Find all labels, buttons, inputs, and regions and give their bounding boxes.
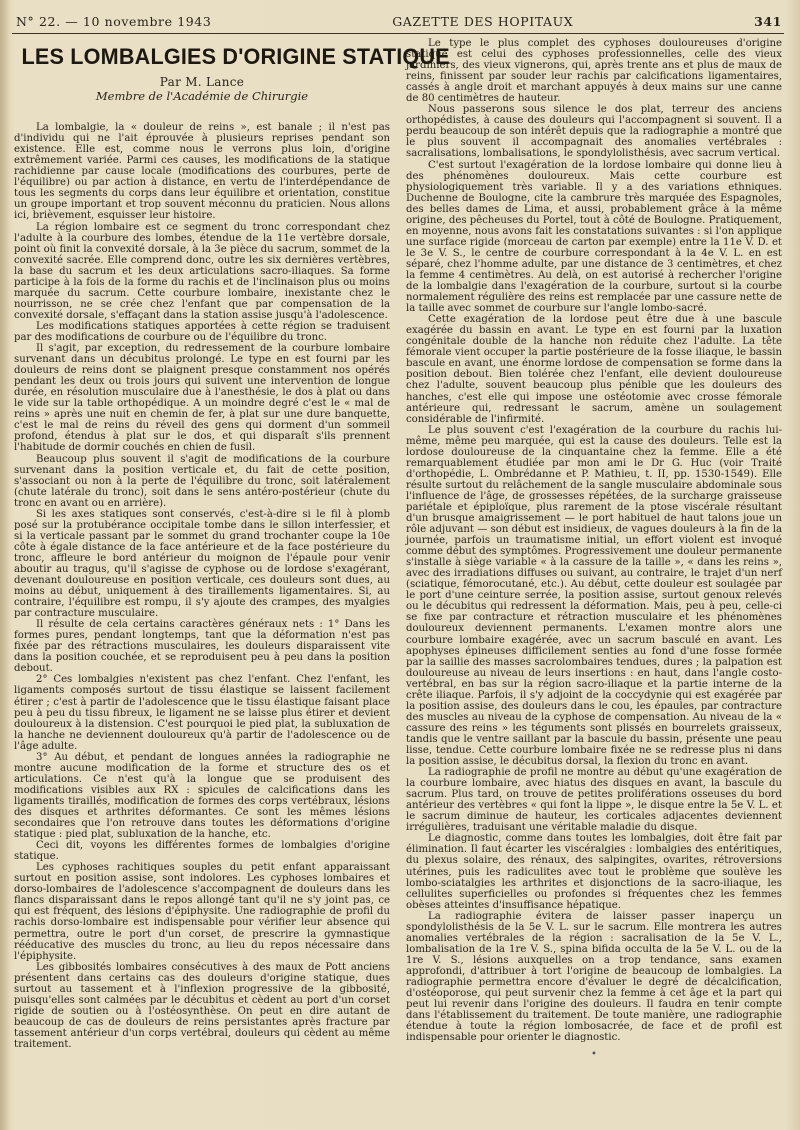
paragraph: Beaucoup plus souvent il s'agit de modifications de la courbure survenant dans la position verticale et, du fait de cette position, s'associant ou non à la perte de l'équilibre du tronc, soit latéralement (chute latérale du tronc), soit dans le sens antéro-postérieur (chute du tronc en avant ou en arrière).	[14, 453, 390, 509]
paragraph: La lombalgie, la « douleur de reins », est banale ; il n'est pas d'individu qui ne l'ait éprouvée à plusieurs reprises pendant son existence. Elle est, comme nous le verrons plus loin, d'origine extrêmement variée. Parmi ces causes, les modifications de la statique rachidienne par cause locale (modifications des courbures, perte de l'équilibre) ou par action à distance, en vertu de l'interdépendance de tous les segments du corps dans leur équilibre et orientation, constitue un groupe important et trop souvent méconnu du praticien. Nous allons ici, brièvement, esquisser leur histoire.	[14, 122, 390, 222]
paragraph: Le type le plus complet des cyphoses douloureuses d'origine statique est celui des cyphoses professionnelles, celle des vieux jardiniers, des vieux vignerons, qui, après trente ans et plus de maux de reins, finissent par souder leur rachis par calcifications ligamentaires, cassés à angle droit et marchant appuyés à deux mains sur une canne de 80 centimètres de hauteur.	[406, 38, 782, 105]
journal-name: GAZETTE DES HOPITAUX	[392, 14, 574, 29]
paragraph: Ceci dit, voyons les différentes formes de lombalgies d'origine statique.	[14, 840, 390, 863]
paragraph: Le plus souvent c'est l'exagération de la courbure du rachis lui-même, même peu marquée, qui est la cause des douleurs. Telle est la lordose douloureuse de la cinquantaine chez la femme. Elle a été remarquablement étudiée par mon ami le Dr G. Huc (voir Traité d'orthopédie, L. Ombrédanne et P. Mathieu, t. II, pp. 1530-1549). Elle résulte surtout du relâchement de la sangle musculaire abdominale sous l'influence de l'âge, de grossesses répétées, de la surcharge graisseuse pariétale et épiploïque, plus rarement de la ptose viscérale résultant d'un brusque amaigrissement — le port habituel de haut talons joue un rôle adjuvant — son début est insidieux, de vagues douleurs à la fin de la journée, parfois un traumatisme initial, un effort violent est invoqué comme début des symptômes. Progressivement une douleur permanente s'installe à siège variable « à la cassure de la taille », « dans les reins », avec des irradiations diffuses ou suivant, au contraire, le trajet d'un nerf (sciatique, fémorocutané, etc.). Au début, cette douleur est soulagée par le port d'une ceinture serrée, la position assise, surtout genoux relevés ou le décubitus qui redressent la déformation. Mais, peu à peu, celle-ci se fixe par contracture et rétraction musculaire et les phénomènes douloureux deviennent permanents. L'examen montre alors une courbure lombaire exagérée, avec un sacrum basculé en avant. Les apophyses épineuses difficilement senties au fond d'une fosse formée par la saillie des masses sacrolombaires tendues, dures ; la palpation est douloureuse au niveau de leurs insertions : en haut, dans l'angle costo-vertébral, en bas sur la région sacro-iliaque et la partie interne de la crête iliaque. Parfois, il s'y adjoint de la coccydynie qui est exagérée par la position assise, des douleurs dans le cou, les épaules, par contracture des muscles au niveau de la cyphose de compensation. Au niveau de la « cassure des reins » les téguments sont plissés en bourrelets graisseux, tandis que le ventre saillant par la bascule du bassin, présente une peau lisse, tendue. Cette courbure lombaire fixée ne se redresse plus ni dans la position assise, le décubitus dorsal, la flexion du tronc en avant.	[406, 424, 782, 768]
paragraph: La région lombaire est ce segment du tronc correspondant chez l'adulte à la courbure des lombes, étendue de la 11e vertèbre dorsale, point où finit la convexité dorsale, à la 3e pièce du sacrum, sommet de la convexité sacrée. Elle comprend donc, outre les six dernières vertèbres, la base du sacrum et les deux articulations sacro-iliaques. Sa forme participe à la fois de la forme du rachis et de l'inclinaison plus ou moins marquée du sacrum. Cette courbure lombaire, inexistante chez le nourrisson, ne se crée chez l'enfant que par compensation de la convexité dorsale, s'effaçant dans la station assise jusqu'à l'adolescence.	[14, 221, 390, 321]
paragraph: 3° Au début, et pendant de longues années la radiographie ne montre aucune modification de la forme et structure des os et articulations. Ce n'est qu'à la longue que se produisent des modifications visibles aux RX : spicules de calcifications dans les ligaments tiraillés, modification de formes des corps vertébraux, lésions des disques et arthrites déformantes. Ce sont les mêmes lésions secondaires que l'on retrouve dans toutes les déformations d'origine statique : pied plat, subluxation de la hanche, etc.	[14, 751, 390, 841]
issue-line: N° 22. — 10 novembre 1943	[16, 14, 212, 29]
article-title: LES LOMBALGIES D'ORIGINE STATIQUE	[21, 44, 450, 69]
page-number: 341	[754, 14, 782, 29]
paragraph: La radiographie de profil ne montre au début qu'une exagération de la courbure lombaire, avec hiatus des disques en avant, la bascule du sacrum. Plus tard, on trouve de petites proliférations osseuses du bord antérieur des vertèbres « qui font la lippe », le disque entre la 5e V. L. et le sacrum diminue de hauteur, les corticales adjacentes deviennent irrégulières, traduisant une véritable maladie du disque.	[406, 767, 782, 834]
paragraph: C'est surtout l'exagération de la lordose lombaire qui donne lieu à des phénomènes douloureux. Mais cette courbure est physiologiquement très variable. Il y a des variations ethniques. Duchenne de Boulogne, cite la cambrure très marquée des Espagnoles, des belles dames de Lima, et aussi, probablement grâce à la même origine, des pêcheuses du Portel, tout à côté de Boulogne. Pratiquement, en moyenne, nous avons fait les constatations suivantes : si l'on applique une surface rigide (morceau de carton par exemple) entre la 11e V. D. et le 3e V. S., le centre de courbure correspondant à la 4e V. L. en est séparé, chez l'homme adulte, par une distance de 3 centimètres, et chez la femme 4 centimètres. Au delà, on est autorisé à rechercher l'origine de la lombalgie dans l'exagération de la courbure, surtout si la courbe normalement régulière des reins est remplacée par une cassure nette de la taille avec sommet de courbure sur l'angle lombo-sacré.	[406, 159, 782, 315]
author-affiliation: Membre de l'Académie de Chirurgie	[95, 89, 309, 104]
paragraph: Cette exagération de la lordose peut être due à une bascule exagérée du bassin en avant. Le type en est fourni par la luxation congénitale double de la hanche non réduite chez l'adulte. La tête fémorale vient occuper la partie postérieure de la fosse iliaque, le bassin bascule en avant, une énorme lordose de compensation se forme dans la position debout. Bien tolérée chez l'enfant, elle devient douloureuse chez l'adulte, souvent beaucoup plus pénible que les douleurs des hanches, c'est elle qui impose une ostéotomie avec crosse fémorale antérieure qui, redressant le sacrum, amène un soulagement considérable de l'infirmité.	[406, 314, 782, 425]
paragraph: Si les axes statiques sont conservés, c'est-à-dire si le fil à plomb posé sur la protubérance occipitale tombe dans le sillon interfessier, et si la verticale passant par le sommet du grand trochanter coupe la 10e côte à égale distance de la face antérieure et de la face postérieure du tronc, affleure le bord antérieur du moignon de l'épaule pour venir aboutir au tragus, qu'il s'agisse de cyphose ou de lordose s'exagérant, devenant douloureuse en position verticale, ces douleurs sont dues, au moins au début, uniquement à des tiraillements ligamentaires. Si, au contraire, l'équilibre est rompu, il s'y ajoute des crampes, des myalgies par contracture musculaire.	[14, 508, 390, 620]
left-column	[12, 38, 450, 1108]
paragraph: La radiographie évitera de laisser passer inaperçu un spondylolisthésis de la 5e V. L. sur le sacrum. Elle montrera les autres anomalies vertébrales de la région : sacralisation de la 5e V. L., lombalisation de la 1re V. S., spina bifida occulta de la 5e V. L. ou de la 1re V. S., lésions auxquelles on a trop tendance, sans examen approfondi, d'attribuer à tort l'origine de beaucoup de lombalgies. La radiographie permettra encore d'évaluer le degré de décalcification, d'ostéoporose, qui peut survenir chez la femme à cet âge et la part qui peut lui revenir dans l'origine des douleurs. Il faudra en tenir compte dans l'établissement du traitement. De toute manière, une radiographie étendue à toute la région lombosacrée, de face et de profil est indispensable pour orienter le diagnostic.	[406, 910, 782, 1044]
article-columns	[12, 38, 784, 1108]
page-fold-shadow	[0, 0, 10, 1130]
paragraph: Les gibbosités lombaires consécutives à des maux de Pott anciens présentent dans certains cas des douleurs d'origine statique, dues surtout au tassement et à l'inflexion progressive de la gibbosité, puisqu'elles sont calmées par le décubitus et cèdent au port d'un corset rigide de soutien ou à l'ostéosynthèse. On peut en dire autant de beaucoup de cas de douleurs de reins persistantes après fracture par tassement antérieur d'un corps vertébral, douleurs qui cèdent au même traitement.	[14, 961, 390, 1050]
paragraph: 2° Ces lombalgies n'existent pas chez l'enfant. Chez l'enfant, les ligaments composés surtout de tissu élastique se laissent facilement étirer ; c'est à partir de l'adolescence que le tissu élastique faisant place peu à peu du tissu fibreux, le ligament ne se laisse plus étirer et devient douloureux à la distension. C'est pourquoi le pied plat, la subluxation de la hanche ne deviennent douloureux qu'à partir de l'adolescence ou de l'âge adulte.	[14, 674, 390, 752]
paragraph: Les modifications statiques apportées à cette région se traduisent par des modifications de courbure ou de l'équilibre du tronc.	[14, 320, 390, 343]
end-mark: •	[591, 1049, 597, 1061]
paragraph: Les cyphoses rachitiques souples du petit enfant apparaissant surtout en position assise, sont indolores. Les cyphoses lombaires et dorso-lombaires de l'adolescence s'accompagnent de douleurs dans les flancs disparaissant dans le repos allongé tant qu'il ne s'y joint pas, ce qui est fréquent, des lésions d'épiphysite. Une radiographie de profil du rachis dorso-lombaire est indispensable pour vérifier leur absence qui permettra, outre le port d'un corset, de prescrire la gymnastique rééducative des muscles du tronc, au lieu du repos nécessaire dans l'épiphysite.	[14, 862, 390, 962]
article-author: Par M. Lance	[159, 75, 245, 89]
paragraph: Il résulte de cela certains caractères généraux nets : 1° Dans les formes pures, pendant longtemps, tant que la déformation n'est pas fixée par des rétractions musculaires, les douleurs disparaissent vite dans la position couchée, et se reproduisent peu à peu dans la position debout.	[14, 619, 390, 675]
title-block	[14, 44, 450, 104]
paragraph: Le diagnostic, comme dans toutes les lombalgies, doit être fait par élimination. Il faut écarter les viscéralgies : lombalgies des entéritiques, du plexus solaire, des rénaux, des salpingites, ovarites, rétroversions utérines, puis les radiculites avec tout le problème que soulève les lombo-sciatalgies les arthrites et disjonctions de la sacro-iliaque, les cellulites superficielles ou profondes si fréquentes chez les femmes obèses atteintes d'insuffisance hépatique.	[406, 833, 782, 911]
right-column	[406, 38, 784, 1108]
running-header	[12, 14, 784, 34]
paragraph: Il s'agit, par exception, du redressement de la courbure lombaire survenant dans un décubitus prolongé. Le type en est fourni par les douleurs de reins dont se plaignent presque constamment nos opérés pendant les deux ou trois jours qui suivent une intervention de longue durée, en résolution musculaire due à l'anesthésie, le dos à plat ou dans le vide sur la table orthopédique. A un moindre degré c'est le « mal de reins » après une nuit en chemin de fer, à plat sur une dure banquette, c'est le mal de reins du réveil des gens qui dorment d'un sommeil profond, étendus à plat sur le dos, et qui disparaît s'ils prennent l'habitude de dormir couchés en chien de fusil.	[14, 343, 390, 454]
paragraph: Nous passerons sous silence le dos plat, terreur des anciens orthopédistes, à cause des douleurs qui l'accompagnent si souvent. Il a perdu beaucoup de son intérêt depuis que la radiographie a montré que le plus souvent il accompagnait des anomalies vertébrales : sacralisations, lombalisations, le spondylolisthésis, avec sacrum vertical.	[406, 104, 782, 160]
